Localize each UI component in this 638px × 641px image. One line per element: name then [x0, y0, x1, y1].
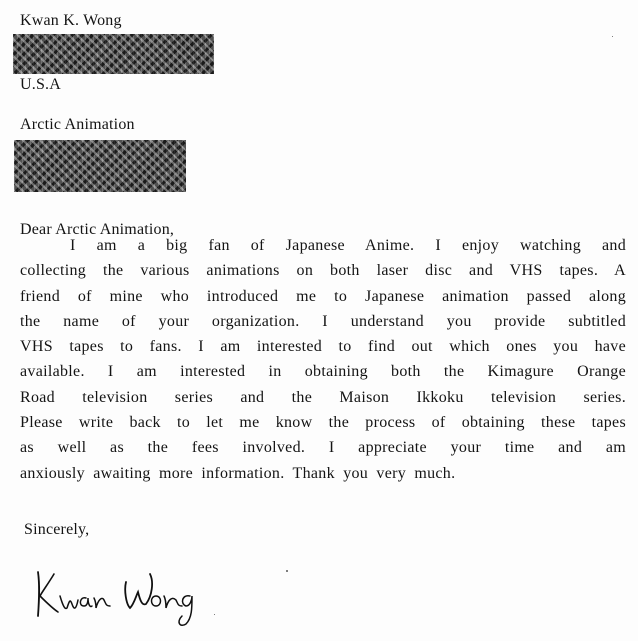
- body-line: Road television series and the Maison Ikkoku television series.: [20, 388, 626, 406]
- recipient-name: Arctic Animation: [20, 116, 135, 133]
- signature: [30, 560, 200, 630]
- body-line: friend of mine who introduced me to Japanese animation passed along: [20, 287, 626, 305]
- sender-country: U.S.A: [20, 76, 62, 93]
- paper-speck: [612, 36, 613, 37]
- paper-speck: [214, 614, 215, 615]
- salutation: Dear Arctic Animation,: [20, 221, 175, 238]
- body-line: as well as the fees involved. I appreciate your time and am: [20, 439, 626, 457]
- redacted-sender-address: [13, 34, 214, 74]
- sender-name: Kwan K. Wong: [20, 12, 122, 29]
- body-line: VHS tapes to fans. I am interested to find out which ones you have: [20, 338, 626, 356]
- body-line: I am a big fan of Japanese Anime. I enjoy watching and: [70, 237, 626, 254]
- body-line: collecting the various animations on both laser disc and VHS tapes. A: [20, 262, 626, 280]
- body-line: Please write back to let me know the process of obtaining these tapes: [20, 414, 626, 432]
- closing: Sincerely,: [24, 521, 90, 538]
- body-line: the name of your organization. I understand you provide subtitled: [20, 312, 626, 330]
- body-line: available. I am interested in obtaining both the Kimagure Orange: [20, 363, 626, 381]
- body-line: anxiously awaiting more information. Thank you very much.: [20, 464, 456, 482]
- paper-speck: [286, 570, 288, 572]
- redacted-recipient-address: [14, 140, 186, 192]
- letter-body: [20, 236, 626, 489]
